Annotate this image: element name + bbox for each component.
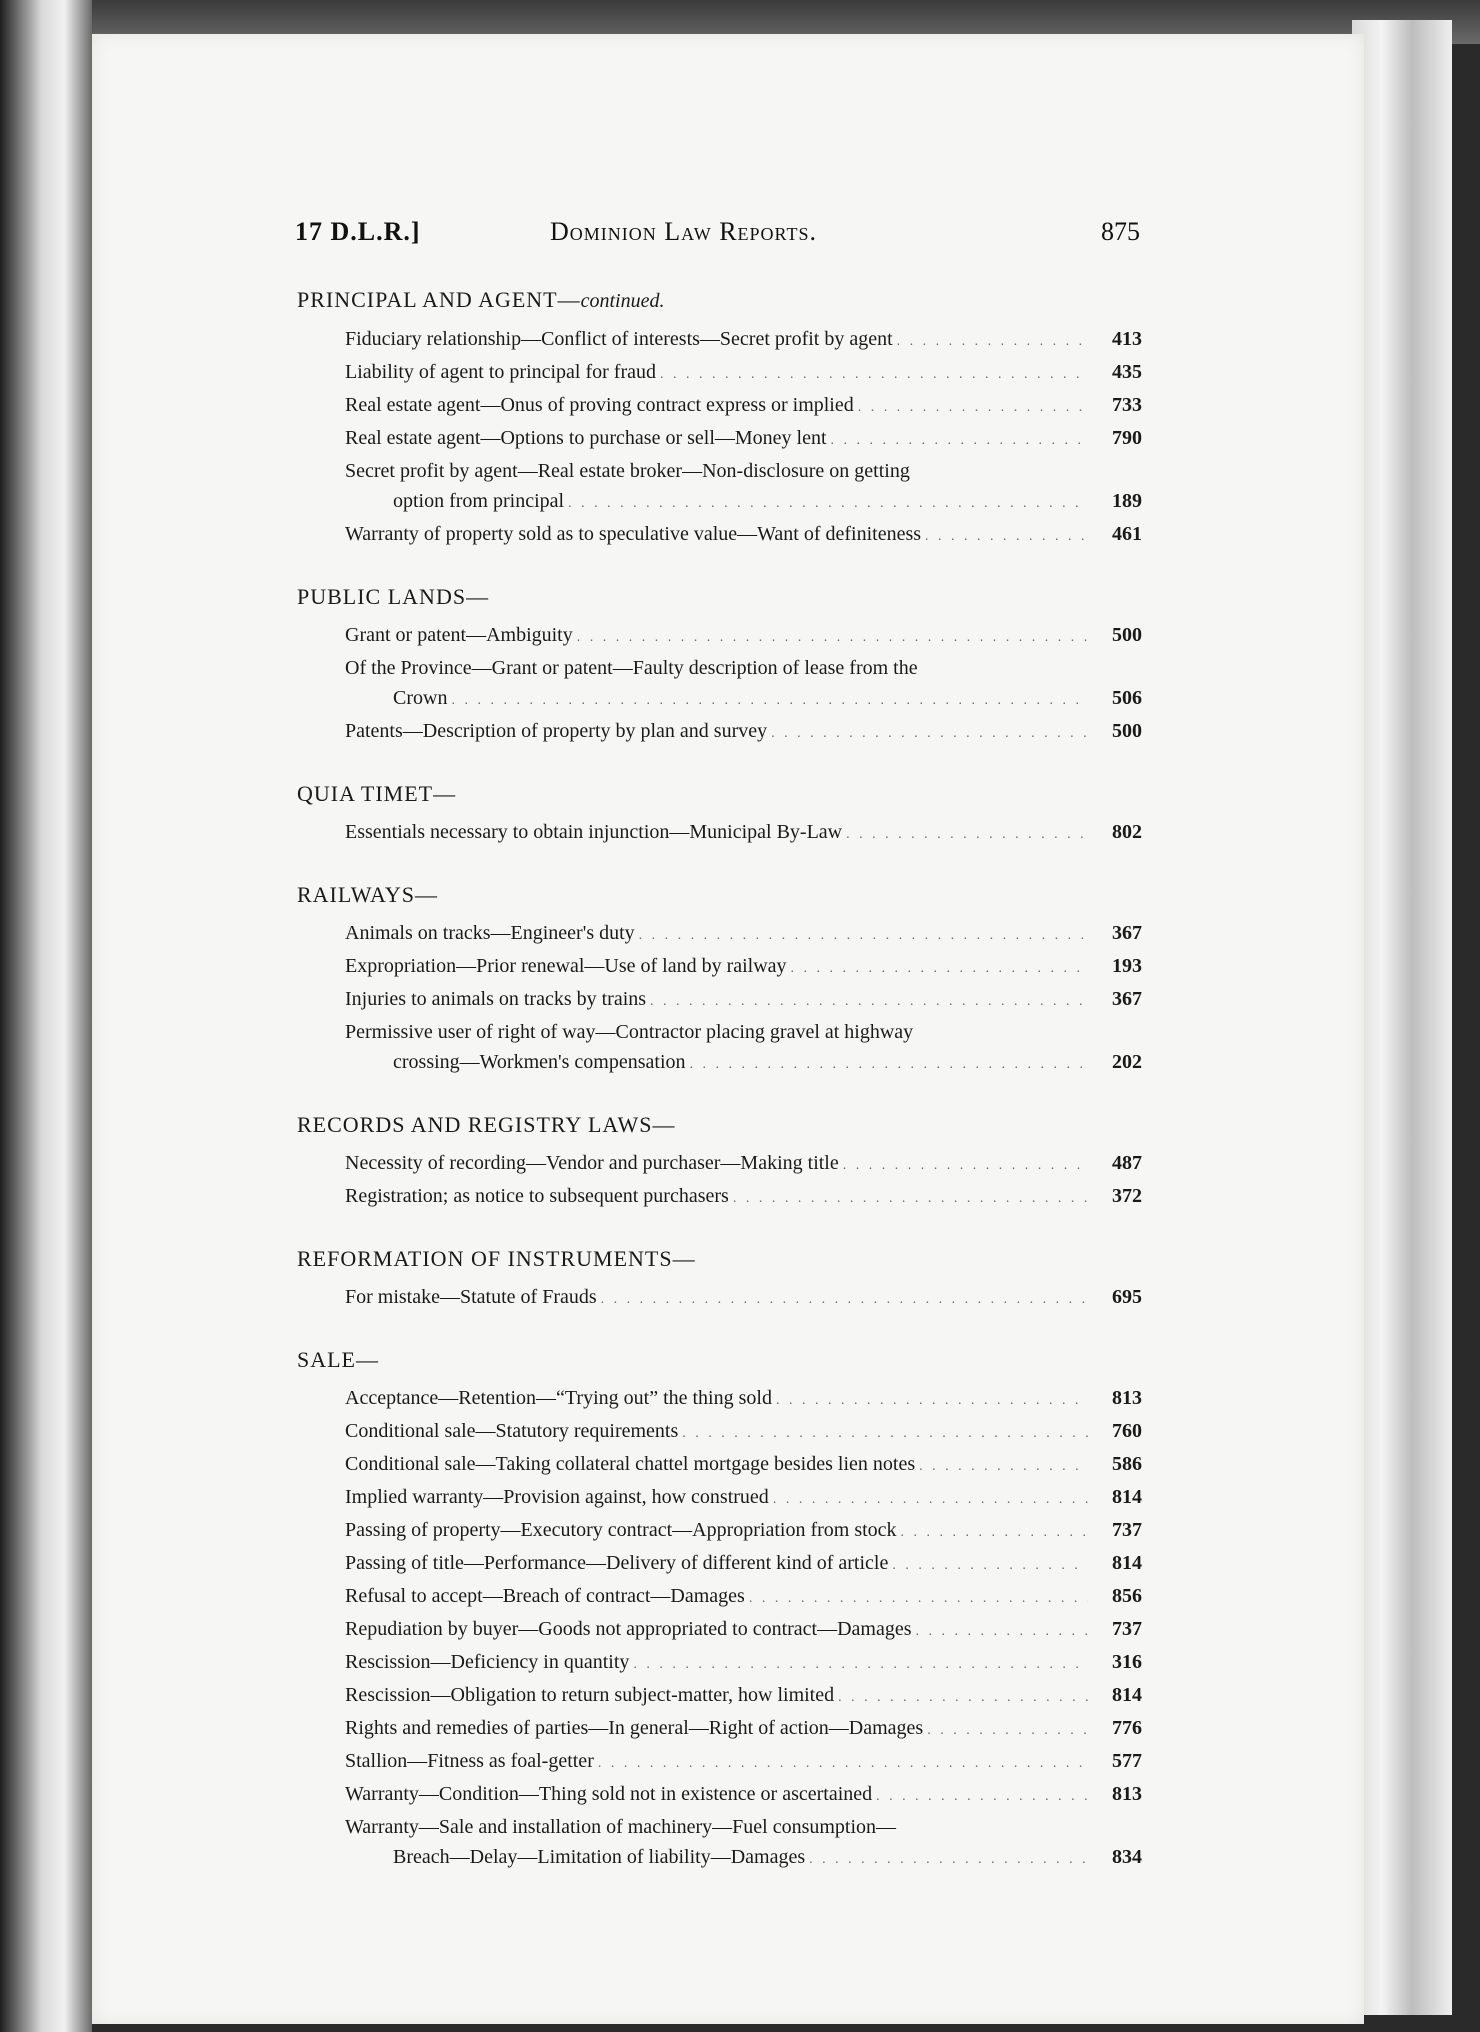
section-heading-text: PRINCIPAL AND AGENT— [297, 287, 581, 312]
entry-page-number: 813 [1112, 1783, 1142, 1805]
entry-text: Conditional sale—Taking collateral chattel mortgage besides lien notes [345, 1453, 916, 1475]
entry-text: Registration; as notice to subsequent purchasers [345, 1185, 729, 1207]
leader-dots [809, 1845, 1088, 1875]
leader-dots [838, 1683, 1088, 1713]
section-heading [297, 880, 1142, 910]
section-heading [297, 582, 1142, 612]
section-heading-text: PUBLIC LANDS— [297, 584, 490, 609]
entry-page-number: 413 [1112, 328, 1142, 350]
entry-text: Secret profit by agent—Real estate broker—Non-disclosure on getting [345, 460, 910, 482]
leader-dots [660, 360, 1088, 390]
index-entry [297, 620, 1142, 653]
leader-dots [682, 1419, 1088, 1449]
index-entry [297, 1383, 1142, 1416]
leader-dots [897, 327, 1088, 357]
leader-dots [598, 1749, 1088, 1779]
entry-text: Of the Province—Grant or patent—Faulty description of lease from the [345, 657, 918, 679]
leader-dots [771, 719, 1088, 749]
section-heading-text: SALE— [297, 1347, 379, 1372]
entry-page-number: 737 [1112, 1618, 1142, 1640]
entry-text: Warranty of property sold as to speculative value—Want of definiteness [345, 523, 922, 545]
entry-page-number: 586 [1112, 1453, 1142, 1475]
entry-page-number: 760 [1112, 1420, 1142, 1442]
leader-dots [568, 489, 1088, 519]
entry-page-number: 856 [1112, 1585, 1142, 1607]
index-entry [297, 1680, 1142, 1713]
entry-text-line1 [345, 653, 1142, 683]
entry-page-number: 316 [1112, 1651, 1142, 1673]
entry-text-line2 [345, 1047, 1142, 1080]
section-heading [297, 1345, 1142, 1375]
section-heading [297, 1110, 1142, 1140]
entry-page-number: 814 [1112, 1552, 1142, 1574]
entry-page-number: 372 [1112, 1185, 1142, 1207]
entry-text-continuation: Breach—Delay—Limitation of liability—Damages [393, 1846, 806, 1868]
entry-page-number: 776 [1112, 1717, 1142, 1739]
index-entry [297, 1416, 1142, 1449]
entry-page-number: 367 [1112, 922, 1142, 944]
index-entry [297, 1181, 1142, 1214]
index-entry [297, 918, 1142, 951]
index-entry [297, 1282, 1142, 1315]
entry-text-line1 [345, 456, 1142, 486]
leader-dots [892, 1551, 1088, 1581]
leader-dots [773, 1485, 1088, 1515]
leader-dots [639, 921, 1088, 951]
index-content [297, 285, 1142, 1905]
entry-text: Warranty—Condition—Thing sold not in existence or ascertained [345, 1783, 873, 1805]
entry-text-line2 [345, 683, 1142, 716]
entry-text-line1 [345, 1812, 1142, 1842]
index-entry [297, 1812, 1142, 1875]
entry-text-continuation: Crown [393, 687, 448, 709]
index-entry [297, 951, 1142, 984]
section-heading-text: RECORDS AND REGISTRY LAWS— [297, 1112, 676, 1137]
entry-text: Rescission—Deficiency in quantity [345, 1651, 630, 1673]
entry-text: Acceptance—Retention—“Trying out” the thing sold [345, 1387, 772, 1409]
entry-page-number: 577 [1112, 1750, 1142, 1772]
index-entry [297, 1647, 1142, 1680]
entry-page-number: 193 [1112, 955, 1142, 977]
entry-text: Implied warranty—Provision against, how construed [345, 1486, 769, 1508]
entry-page-number: 790 [1112, 427, 1142, 449]
entry-page-number: 367 [1112, 988, 1142, 1010]
entry-text: Essentials necessary to obtain injunction—Municipal By-Law [345, 821, 843, 843]
index-entry [297, 716, 1142, 749]
journal-title: Dominion Law Reports. [550, 217, 817, 246]
index-section [297, 880, 1142, 1080]
index-entry [297, 1449, 1142, 1482]
section-heading-text: RAILWAYS— [297, 882, 439, 907]
index-entry [297, 1515, 1142, 1548]
entry-text: Patents—Description of property by plan and survey [345, 720, 768, 742]
index-entry [297, 1548, 1142, 1581]
entry-page-number: 189 [1112, 490, 1142, 512]
entry-text-line2 [345, 1842, 1142, 1875]
entry-text: Fiduciary relationship—Conflict of interests—Secret profit by agent [345, 328, 893, 350]
index-entry [297, 1581, 1142, 1614]
section-heading-text: REFORMATION OF INSTRUMENTS— [297, 1246, 696, 1271]
index-section [297, 1110, 1142, 1214]
entry-text: Repudiation by buyer—Goods not appropriated to contract—Damages [345, 1618, 912, 1640]
section-heading [297, 779, 1142, 809]
leader-dots [876, 1782, 1088, 1812]
entry-text: Warranty—Sale and installation of machinery—Fuel consumption— [345, 1816, 897, 1838]
entry-page-number: 733 [1112, 394, 1142, 416]
index-entry [297, 423, 1142, 456]
leader-dots [927, 1716, 1088, 1746]
entry-text: Passing of property—Executory contract—Appropriation from stock [345, 1519, 897, 1541]
leader-dots [791, 954, 1088, 984]
entry-text: Permissive user of right of way—Contractor placing gravel at highway [345, 1021, 914, 1043]
entry-page-number: 435 [1112, 361, 1142, 383]
leader-dots [601, 1285, 1088, 1315]
section-heading [297, 1244, 1142, 1274]
entry-page-number: 802 [1112, 821, 1142, 843]
entry-page-number: 695 [1112, 1286, 1142, 1308]
leader-dots [451, 686, 1088, 716]
index-section [297, 1345, 1142, 1875]
index-entry [297, 1614, 1142, 1647]
index-entry [297, 390, 1142, 423]
index-entry [297, 324, 1142, 357]
index-entry [297, 357, 1142, 390]
entry-page-number: 500 [1112, 624, 1142, 646]
entry-text: Stallion—Fitness as foal-getter [345, 1750, 594, 1772]
section-heading [297, 285, 1142, 316]
entry-text-continuation: option from principal [393, 490, 565, 512]
running-header [295, 217, 1140, 257]
leader-dots [843, 1151, 1088, 1181]
index-entry [297, 1779, 1142, 1812]
entry-text-continuation: crossing—Workmen's compensation [393, 1051, 686, 1073]
page-number: 875 [1101, 217, 1140, 246]
entry-text: Injuries to animals on tracks by trains [345, 988, 647, 1010]
page-edges [1352, 20, 1452, 2015]
leader-dots [650, 987, 1088, 1017]
entry-text: Conditional sale—Statutory requirements [345, 1420, 679, 1442]
leader-dots [690, 1050, 1089, 1080]
leader-dots [916, 1617, 1088, 1647]
leader-dots [831, 426, 1088, 456]
entry-text: Passing of title—Performance—Delivery of different kind of article [345, 1552, 889, 1574]
entry-text: Rights and remedies of parties—In general—Right of action—Damages [345, 1717, 924, 1739]
leader-dots [846, 820, 1088, 850]
entry-page-number: 487 [1112, 1152, 1142, 1174]
index-entry [297, 456, 1142, 519]
leader-dots [733, 1184, 1088, 1214]
entry-page-number: 814 [1112, 1486, 1142, 1508]
entry-text: For mistake—Statute of Frauds [345, 1286, 597, 1308]
index-section [297, 779, 1142, 850]
leader-dots [633, 1650, 1088, 1680]
index-entry [297, 1746, 1142, 1779]
entry-text-line1 [345, 1017, 1142, 1047]
book-gutter [0, 0, 92, 2032]
entry-page-number: 813 [1112, 1387, 1142, 1409]
index-entry [297, 1482, 1142, 1515]
entry-text: Animals on tracks—Engineer's duty [345, 922, 635, 944]
index-entry [297, 1017, 1142, 1080]
index-entry [297, 984, 1142, 1017]
entry-text: Expropriation—Prior renewal—Use of land by railway [345, 955, 787, 977]
continued-note: continued. [580, 290, 665, 312]
entry-text: Real estate agent—Options to purchase or sell—Money lent [345, 427, 827, 449]
leader-dots [901, 1518, 1088, 1548]
entry-text: Necessity of recording—Vendor and purchaser—Making title [345, 1152, 839, 1174]
leader-dots [577, 623, 1088, 653]
entry-page-number: 737 [1112, 1519, 1142, 1541]
entry-page-number: 814 [1112, 1684, 1142, 1706]
entry-page-number: 500 [1112, 720, 1142, 742]
entry-text-line2 [345, 486, 1142, 519]
entry-text: Refusal to accept—Breach of contract—Damages [345, 1585, 745, 1607]
index-entry [297, 817, 1142, 850]
entry-text: Real estate agent—Onus of proving contract express or implied [345, 394, 854, 416]
entry-page-number: 202 [1112, 1051, 1142, 1073]
index-section [297, 285, 1142, 552]
leader-dots [776, 1386, 1088, 1416]
section-heading-text: QUIA TIMET— [297, 781, 457, 806]
entry-text: Grant or patent—Ambiguity [345, 624, 573, 646]
leader-dots [919, 1452, 1088, 1482]
leader-dots [925, 522, 1088, 552]
entry-text: Liability of agent to principal for fraud [345, 361, 657, 383]
entry-page-number: 834 [1112, 1846, 1142, 1868]
index-section [297, 582, 1142, 749]
leader-dots [858, 393, 1088, 423]
index-section [297, 1244, 1142, 1315]
index-entry [297, 519, 1142, 552]
leader-dots [749, 1584, 1088, 1614]
index-entry [297, 1148, 1142, 1181]
entry-text: Rescission—Obligation to return subject-matter, how limited [345, 1684, 835, 1706]
volume-reference: 17 D.L.R.] [295, 217, 421, 246]
entry-page-number: 461 [1112, 523, 1142, 545]
entry-page-number: 506 [1112, 687, 1142, 709]
index-entry [297, 1713, 1142, 1746]
index-entry [297, 653, 1142, 716]
